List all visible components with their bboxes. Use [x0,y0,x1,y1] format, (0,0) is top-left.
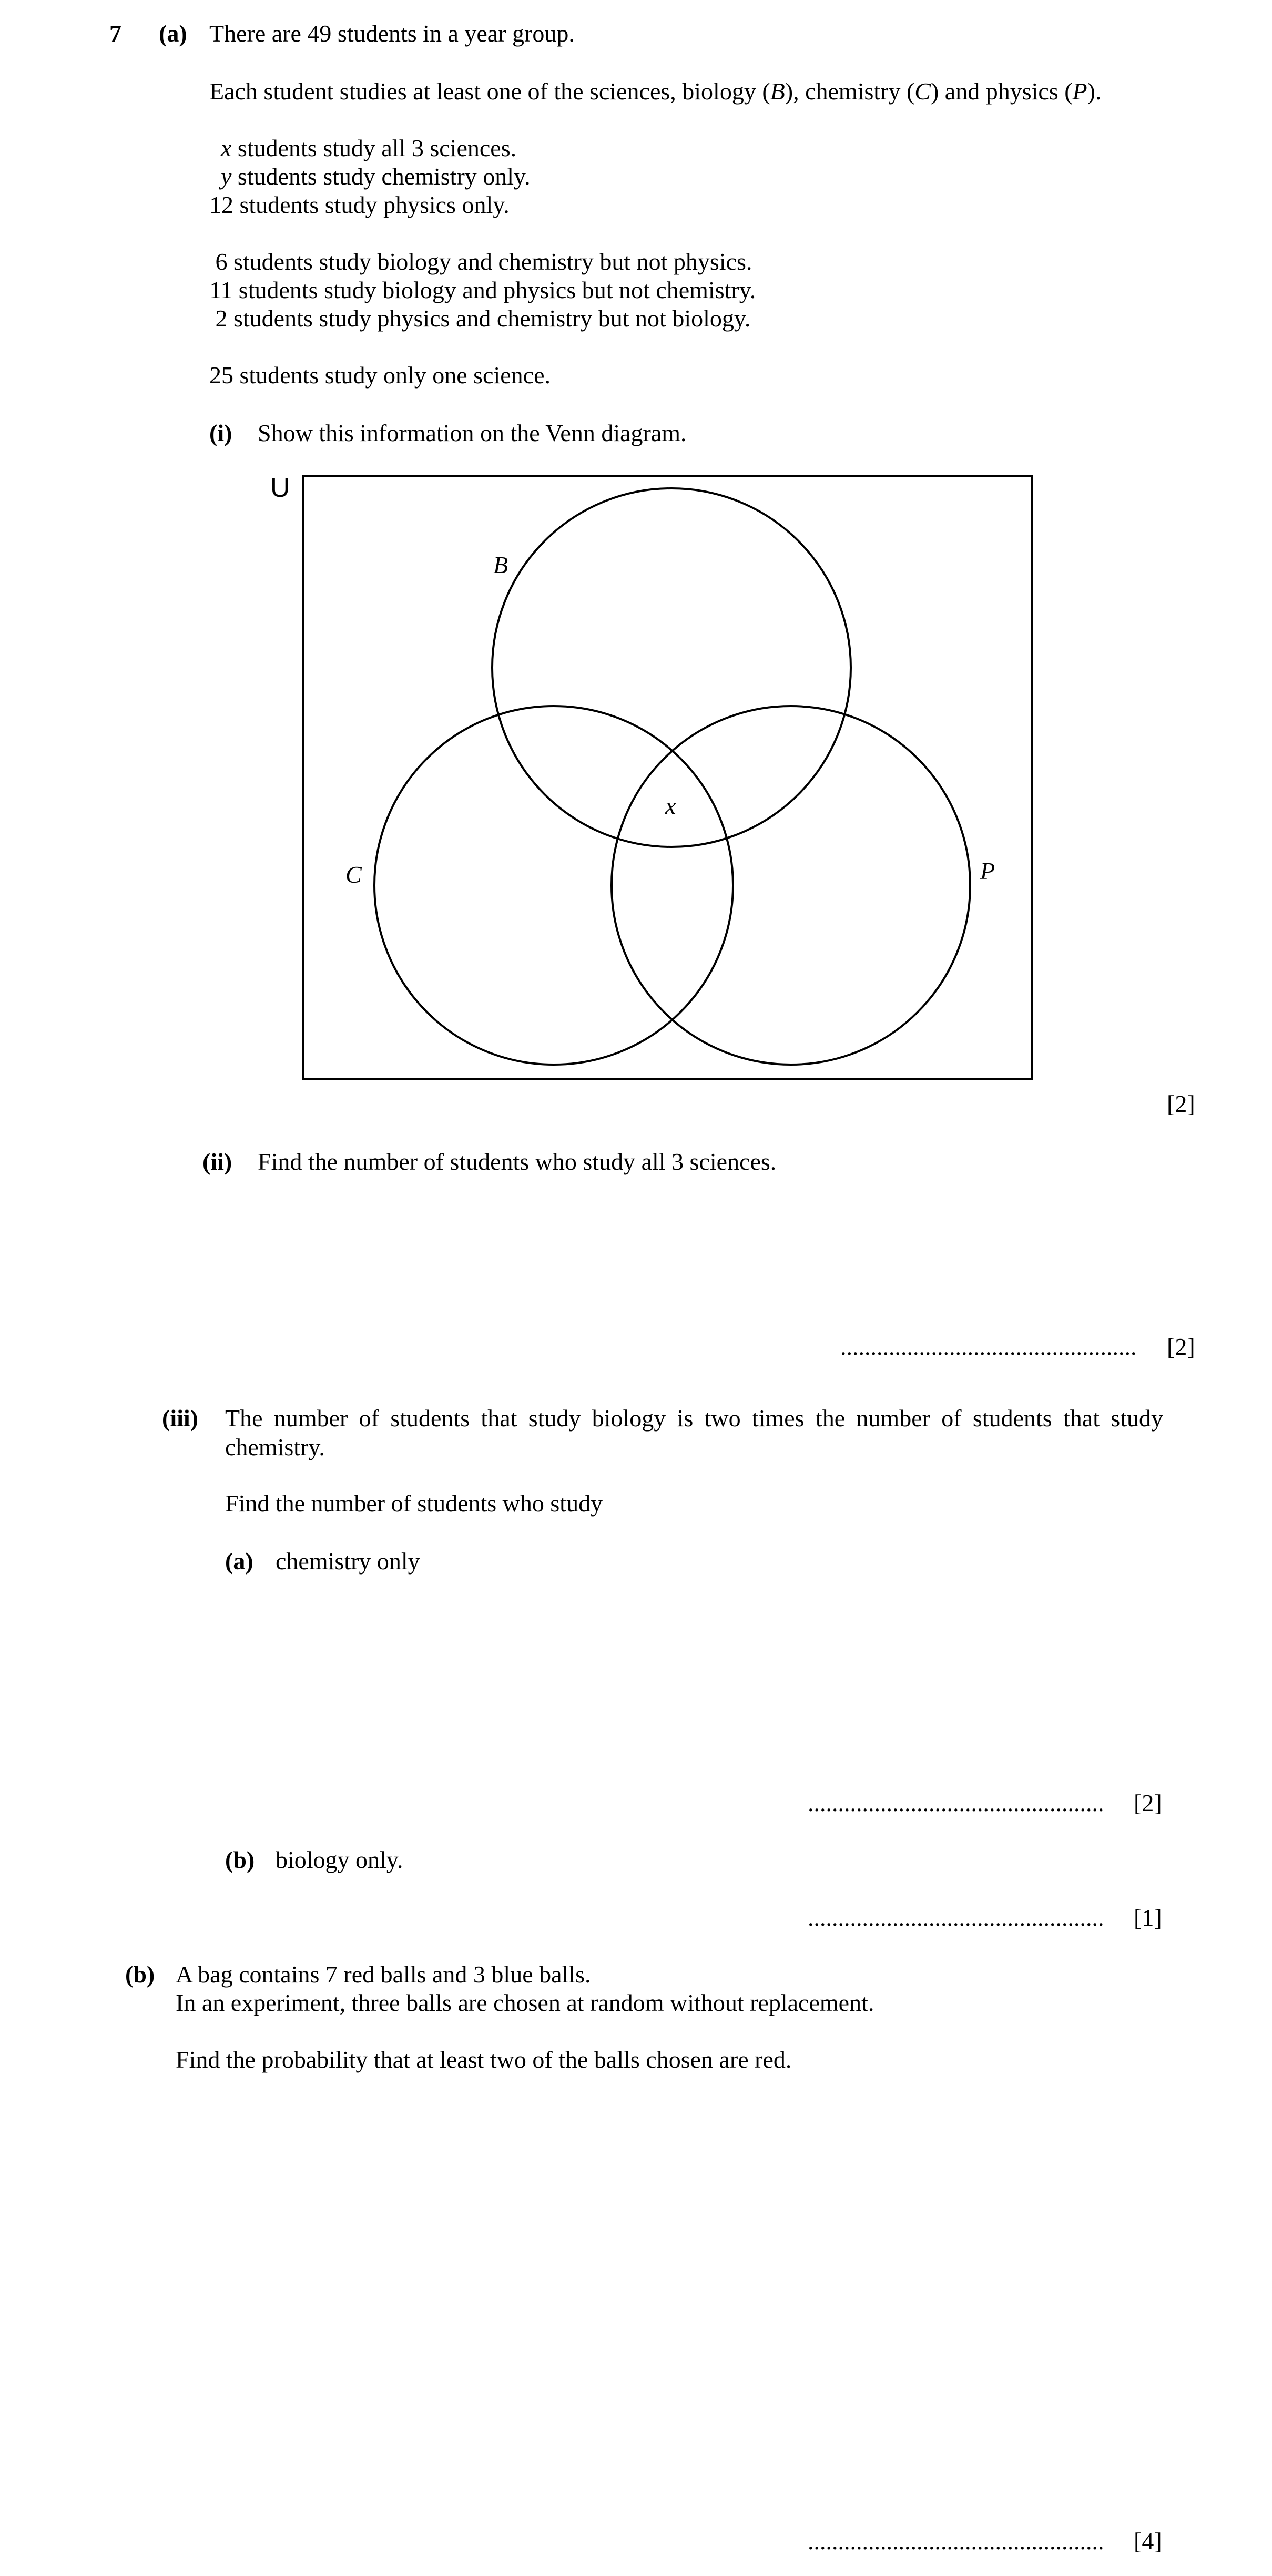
set-p-symbol: P [1072,78,1087,105]
sub-iii-b-text: biology only. [276,1846,403,1873]
part-a-label: (a) [159,20,187,47]
set-b-circle [492,488,851,847]
set-c-circle [374,706,733,1065]
sub-ii-label: (ii) [202,1148,232,1175]
sub-iii-b-marks: [1] [1134,1904,1162,1931]
universal-set-label: U [270,473,290,503]
fact-biology-physics: 11 students study biology and physics but not chemistry. [209,277,756,303]
part-b-label: (b) [125,1961,155,1988]
sub-iii-a-marks: [2] [1134,1790,1162,1816]
set-c-symbol: C [914,78,931,105]
part-b-answer-line[interactable]: ................................................. [808,2528,1104,2554]
sub-iii-b-answer-line[interactable]: ................................................. [808,1904,1104,1931]
sciences-pre: Each student studies at least one of the sciences, biology ( [209,78,770,105]
sub-iii-label: (iii) [162,1405,198,1432]
sciences-mid2: ) and physics ( [930,78,1073,105]
fact-x-all-three [221,134,516,162]
fact-text: students study all 3 sciences. [231,135,517,161]
sciences-post: ). [1087,78,1102,105]
fact-biology-chemistry: 6 students study biology and chemistry but not physics. [209,248,752,275]
sub-iii-a-label: (a) [225,1548,253,1575]
universal-set-rectangle [303,476,1032,1079]
part-b-question: Find the probability that at least two of the balls chosen are red. [176,2046,792,2073]
fact-variable: x [221,135,232,161]
sub-ii-text: Find the number of students who study all 3 sciences. [258,1148,777,1175]
sub-i-label: (i) [209,420,232,446]
set-p-circle [612,706,970,1065]
sciences-statement [209,77,1101,106]
part-b-line2: In an experiment, three balls are chosen at random without replacement. [176,1989,874,2016]
sub-iii-text: The number of students that study biology is two times the number of students that study chemistry. [225,1405,1163,1461]
set-c-label: C [345,861,362,888]
sub-iii-b-label: (b) [225,1846,255,1873]
sub-i-marks: [2] [1167,1090,1195,1117]
set-b-symbol: B [770,78,785,105]
part-b-line1: A bag contains 7 red balls and 3 blue balls. [176,1961,591,1988]
question-number: 7 [109,20,121,47]
sciences-mid1: ), chemistry ( [785,78,915,105]
fact-physics-only: 12 students study physics only. [209,191,510,218]
set-b-label: B [493,551,508,578]
sub-iii-find: Find the number of students who study [225,1490,603,1517]
part-b-marks: [4] [1134,2528,1162,2554]
centre-region-x: x [665,792,676,819]
sub-iii-a-text: chemistry only [276,1548,420,1575]
part-a-intro: There are 49 students in a year group. [209,20,575,47]
fact-physics-chemistry: 2 students study physics and chemistry but not biology. [209,305,751,332]
set-p-label: P [980,857,995,884]
fact-variable: y [221,163,232,190]
sub-i-text: Show this information on the Venn diagram. [258,420,687,446]
fact-text: students study chemistry only. [231,163,531,190]
sub-iii-a-answer-line[interactable]: ................................................. [808,1790,1104,1816]
fact-y-chemistry-only [221,162,531,191]
sub-ii-marks: [2] [1167,1333,1195,1360]
fact-only-one-science: 25 students study only one science. [209,362,551,389]
sub-ii-answer-line[interactable]: ................................................. [840,1333,1137,1360]
